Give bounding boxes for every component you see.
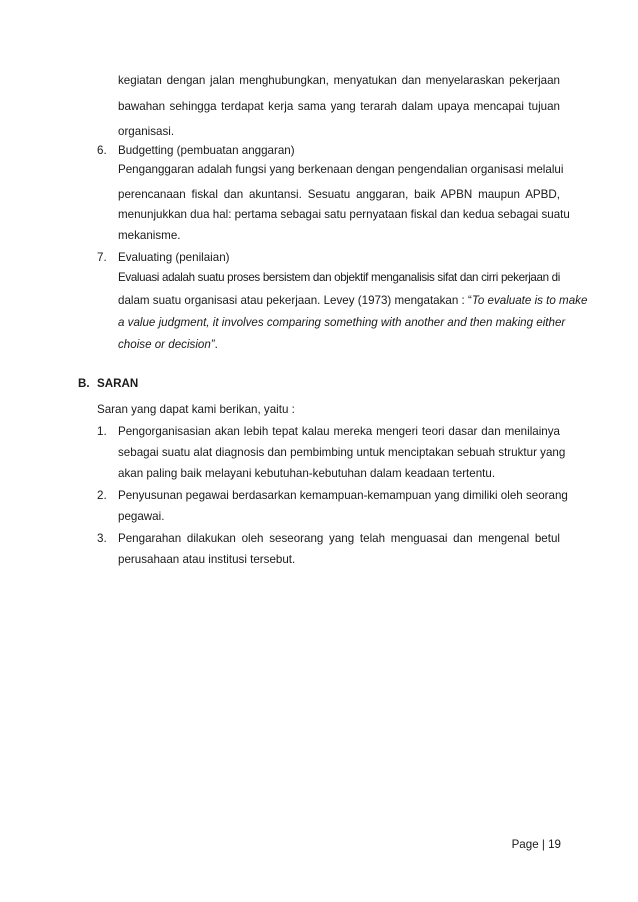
list-item-title: Budgetting (pembuatan anggaran): [118, 144, 295, 157]
body-line: Pengarahan dilakukan oleh seseorang yang telah menguasai dan mengenal betul: [118, 532, 560, 545]
list-number: 2.: [97, 489, 107, 502]
quote-text: To evaluate is to make: [471, 294, 588, 307]
body-text: .: [214, 338, 218, 351]
quote-text: choise or decision”: [118, 338, 215, 351]
page-number: Page | 19: [511, 838, 561, 851]
section-intro: Saran yang dapat kami berikan, yaitu :: [97, 403, 295, 416]
body-text: dalam suatu organisasi atau pekerjaan. Levey (1973) mengatakan : “: [118, 294, 472, 307]
body-line: kegiatan dengan jalan menghubungkan, menyatukan dan menyelaraskan pekerjaan: [118, 74, 560, 87]
quote-text: a value judgment, it involves comparing something with another and then making either: [118, 316, 566, 329]
body-line: mekanisme.: [118, 229, 181, 242]
list-item-title: Evaluating (penilaian): [118, 251, 230, 264]
body-line: [118, 315, 566, 331]
body-line: menunjukkan dua hal: pertama sebagai satu pernyataan fiskal dan kedua sebagai suatu: [118, 208, 570, 221]
body-line: pegawai.: [118, 510, 165, 523]
section-letter: B.: [78, 377, 90, 390]
body-line: Pengorganisasian akan lebih tepat kalau mereka mengeri teori dasar dan menilainya: [118, 425, 560, 438]
body-line: Evaluasi adalah suatu proses bersistem dan objektif menganalisis sifat dan cirri pekerjaan di: [118, 271, 560, 284]
body-line: organisasi.: [118, 125, 175, 138]
body-line: akan paling baik melayani kebutuhan-kebutuhan dalam keadaan tertentu.: [118, 467, 496, 480]
body-line: Penganggaran adalah fungsi yang berkenaan dengan pengendalian organisasi melalui: [118, 163, 564, 176]
body-line: sebagai suatu alat diagnosis dan pembimbing untuk menciptakan sebuah struktur yang: [118, 446, 566, 459]
list-number: 3.: [97, 532, 107, 545]
list-number: 1.: [97, 425, 107, 438]
body-line: [118, 293, 588, 309]
section-title: SARAN: [97, 377, 139, 390]
list-number: 6.: [97, 144, 107, 157]
list-number: 7.: [97, 251, 107, 264]
body-line: bawahan sehingga terdapat kerja sama yang terarah dalam upaya mencapai tujuan: [118, 100, 560, 113]
body-line: perencanaan fiskal dan akuntansi. Sesuatu anggaran, baik APBN maupun APBD,: [118, 188, 560, 201]
body-line: Penyusunan pegawai berdasarkan kemampuan-kemampuan yang dimiliki oleh seorang: [118, 489, 568, 502]
body-line: [118, 337, 560, 353]
body-line: perusahaan atau institusi tersebut.: [118, 553, 296, 566]
